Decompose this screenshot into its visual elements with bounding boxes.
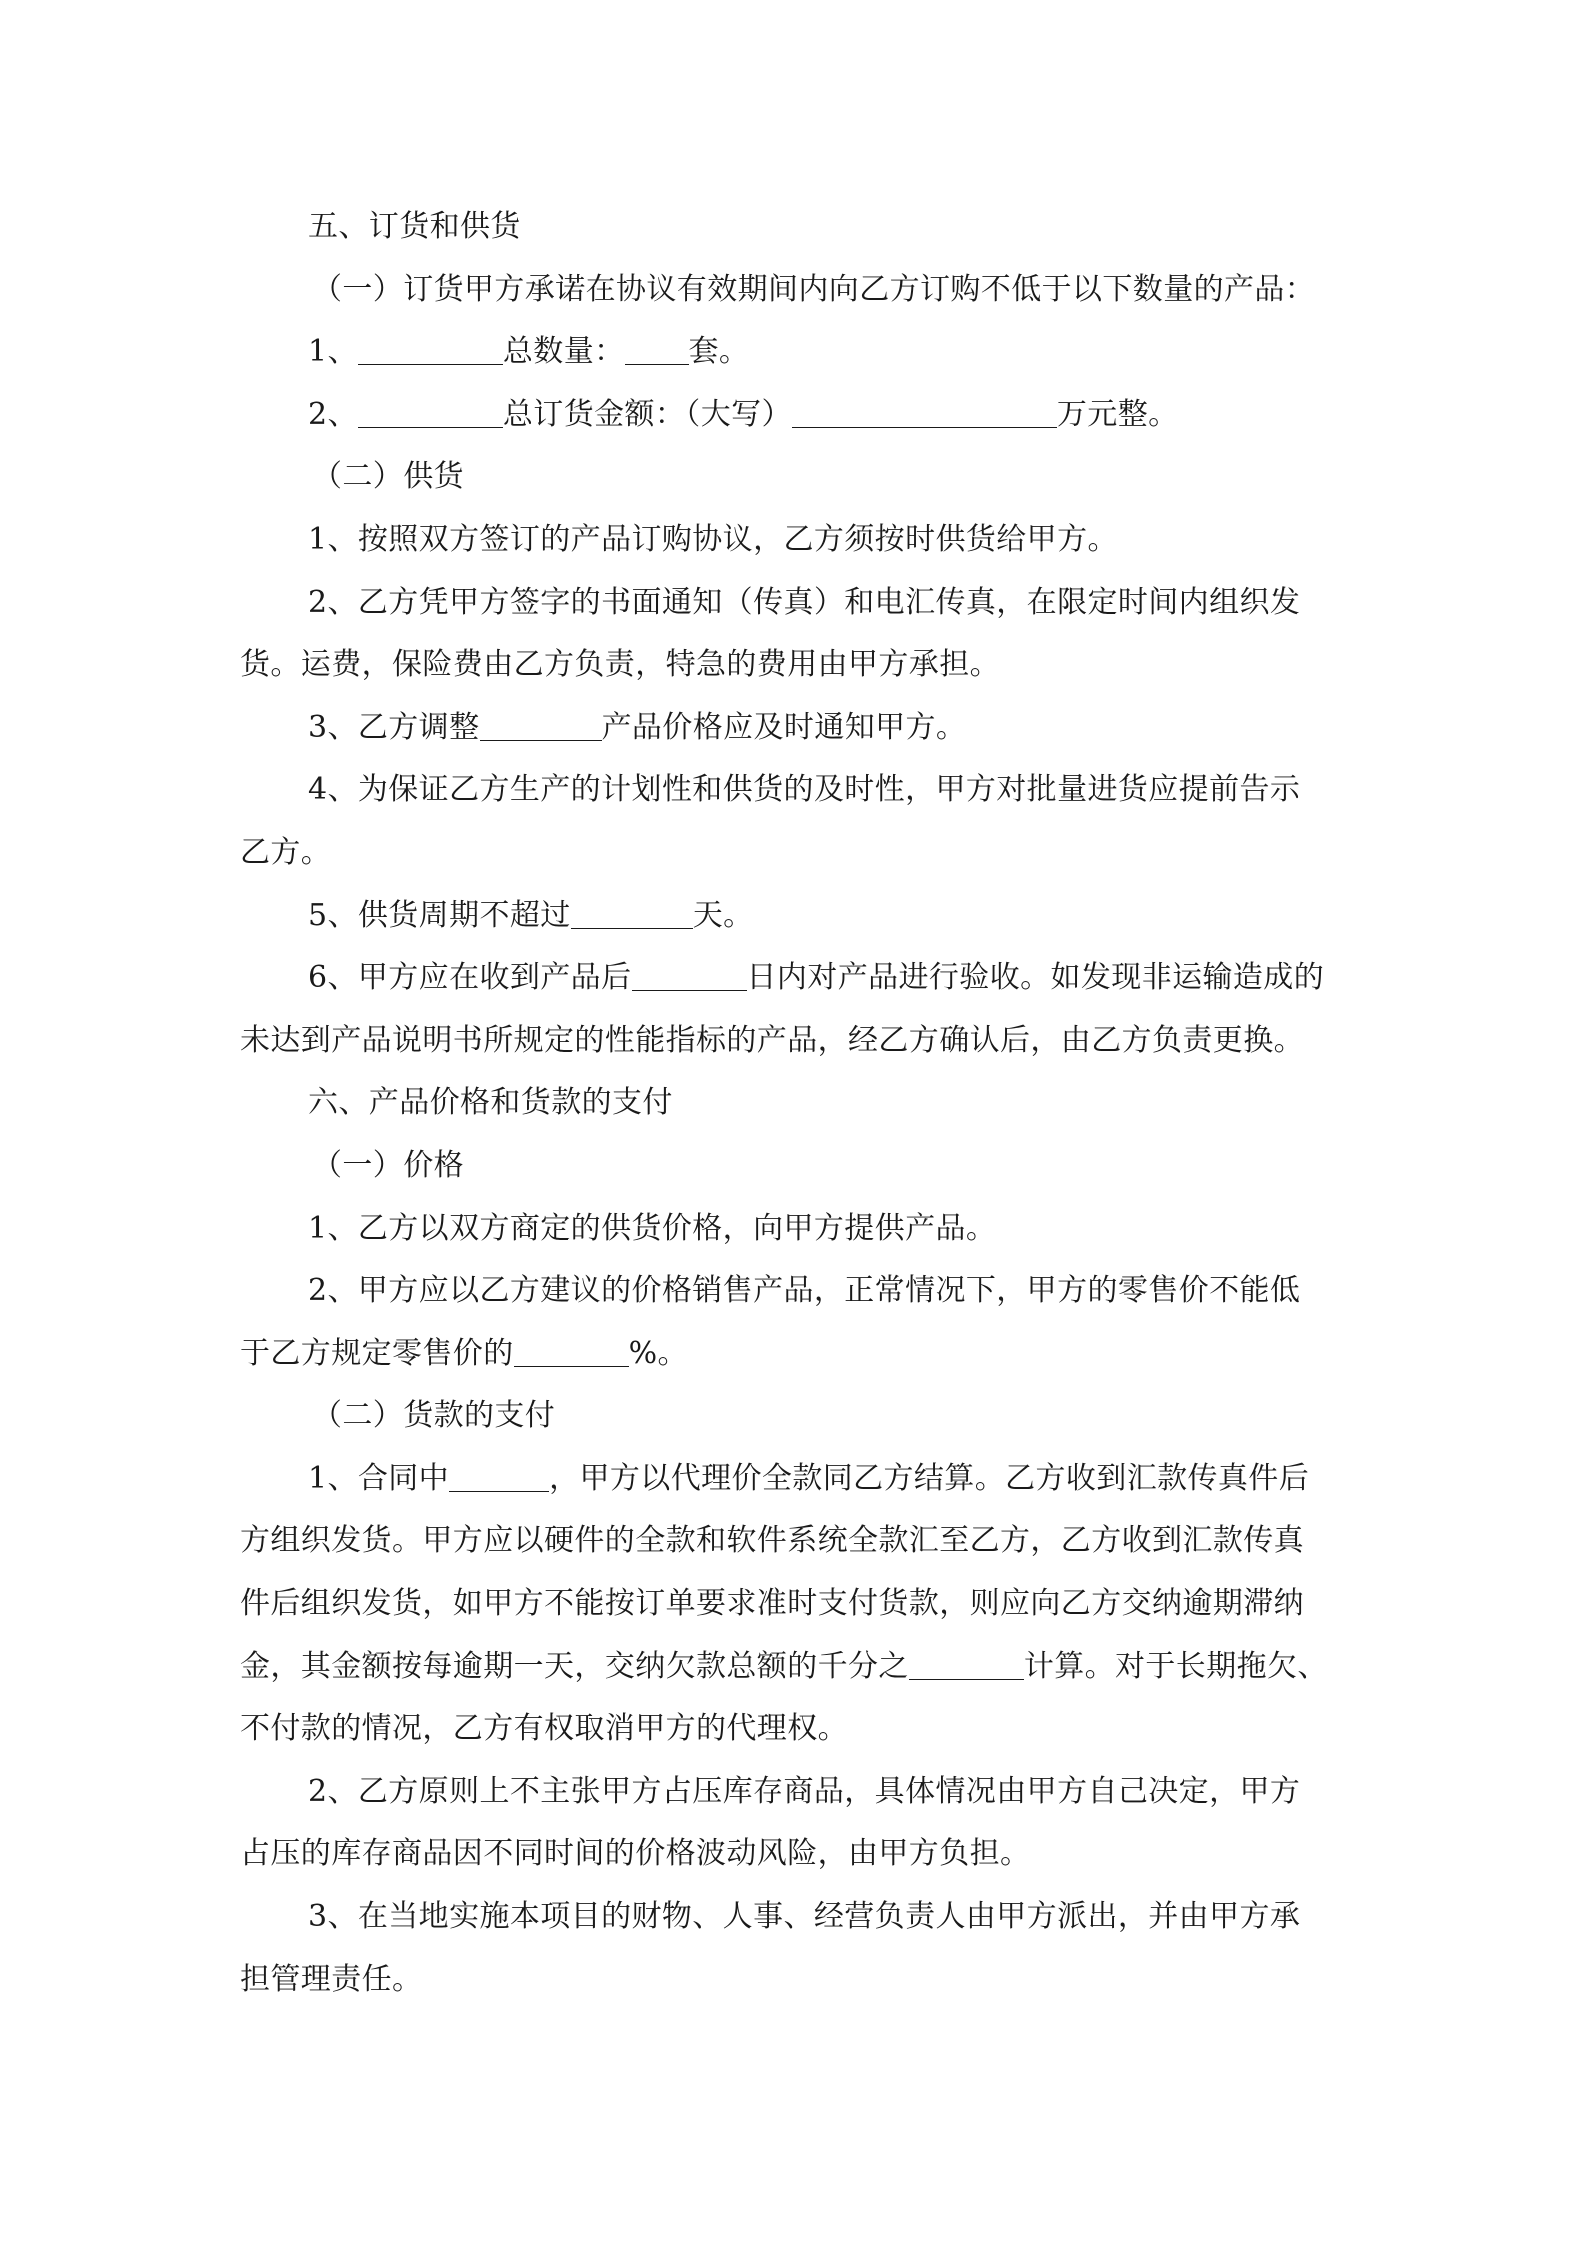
supply-paragraph-5: 5、供货周期不超过 天。 <box>308 897 754 933</box>
supply-paragraph-2-line-2: 货。运费，保险费由乙方负责，特急的费用由甲方承担。 <box>240 647 1000 683</box>
supply-paragraph-6-line-1: 6、甲方应在收到产品后 日内对产品进行验收。如发现非运输造成的 <box>308 960 1325 996</box>
price-paragraph-2-line-2: 于乙方规定零售价的 %。 <box>240 1335 688 1371</box>
subsection-heading-ordering: （一）订货甲方承诺在协议有效期间内向乙方订购不低于以下数量的产品： <box>312 271 1316 307</box>
supply-paragraph-1: 1、按照双方签订的产品订购协议，乙方须按时供货给甲方。 <box>308 521 1118 557</box>
price-paragraph-1: 1、乙方以双方商定的供货价格，向甲方提供产品。 <box>308 1210 997 1246</box>
fill-in-blank <box>571 900 693 929</box>
subsection-heading-payment: （二）货款的支付 <box>312 1398 556 1434</box>
fill-in-blank <box>449 1463 549 1492</box>
fill-in-blank <box>909 1651 1024 1680</box>
supply-paragraph-4-line-2: 乙方。 <box>240 834 332 870</box>
fill-in-blank <box>632 962 747 991</box>
payment-paragraph-1-line-1: 1、合同中 ，甲方以代理价全款同乙方结算。乙方收到汇款传真件后 <box>308 1460 1310 1496</box>
fill-in-blank <box>625 336 689 365</box>
fill-in-blank <box>358 336 503 365</box>
order-item-2: 2、 总订货金额：（大写） 万元整。 <box>308 396 1179 432</box>
payment-paragraph-1-line-5: 不付款的情况，乙方有权取消甲方的代理权。 <box>240 1711 848 1747</box>
supply-paragraph-6-line-2: 未达到产品说明书所规定的性能指标的产品，经乙方确认后，由乙方负责更换。 <box>240 1022 1304 1058</box>
payment-paragraph-1-line-4: 金，其金额按每逾期一天，交纳欠款总额的千分之 计算。对于长期拖欠、 <box>240 1648 1328 1684</box>
section-heading-5: 五、订货和供货 <box>308 209 521 244</box>
subsection-heading-supply: （二）供货 <box>312 459 464 495</box>
order-item-1: 1、 总数量： 套。 <box>308 334 750 370</box>
subsection-heading-price: （一）价格 <box>312 1147 464 1183</box>
fill-in-blank <box>792 399 1057 428</box>
payment-paragraph-3-line-1: 3、在当地实施本项目的财物、人事、经营负责人由甲方派出，并由甲方承 <box>308 1899 1301 1935</box>
payment-paragraph-1-line-3: 件后组织发货，如甲方不能按订单要求准时支付货款，则应向乙方交纳逾期滞纳 <box>240 1586 1304 1622</box>
fill-in-blank <box>514 1338 629 1367</box>
supply-paragraph-2-line-1: 2、乙方凭甲方签字的书面通知（传真）和电汇传真，在限定时间内组织发 <box>308 584 1301 620</box>
fill-in-blank <box>480 712 602 741</box>
payment-paragraph-2-line-2: 占压的库存商品因不同时间的价格波动风险，由甲方负担。 <box>240 1836 1031 1872</box>
document-body <box>240 196 1360 2011</box>
payment-paragraph-3-line-2: 担管理责任。 <box>240 1961 423 1997</box>
price-paragraph-2-line-1: 2、甲方应以乙方建议的价格销售产品，正常情况下，甲方的零售价不能低 <box>308 1273 1301 1309</box>
supply-paragraph-3: 3、乙方调整 产品价格应及时通知甲方。 <box>308 709 967 745</box>
payment-paragraph-2-line-1: 2、乙方原则上不主张甲方占压库存商品，具体情况由甲方自己决定，甲方 <box>308 1773 1301 1809</box>
fill-in-blank <box>358 399 503 428</box>
payment-paragraph-1-line-2: 方组织发货。甲方应以硬件的全款和软件系统全款汇至乙方，乙方收到汇款传真 <box>240 1523 1304 1559</box>
supply-paragraph-4-line-1: 4、为保证乙方生产的计划性和供货的及时性，甲方对批量进货应提前告示 <box>308 772 1301 808</box>
section-heading-6: 六、产品价格和货款的支付 <box>308 1085 673 1121</box>
